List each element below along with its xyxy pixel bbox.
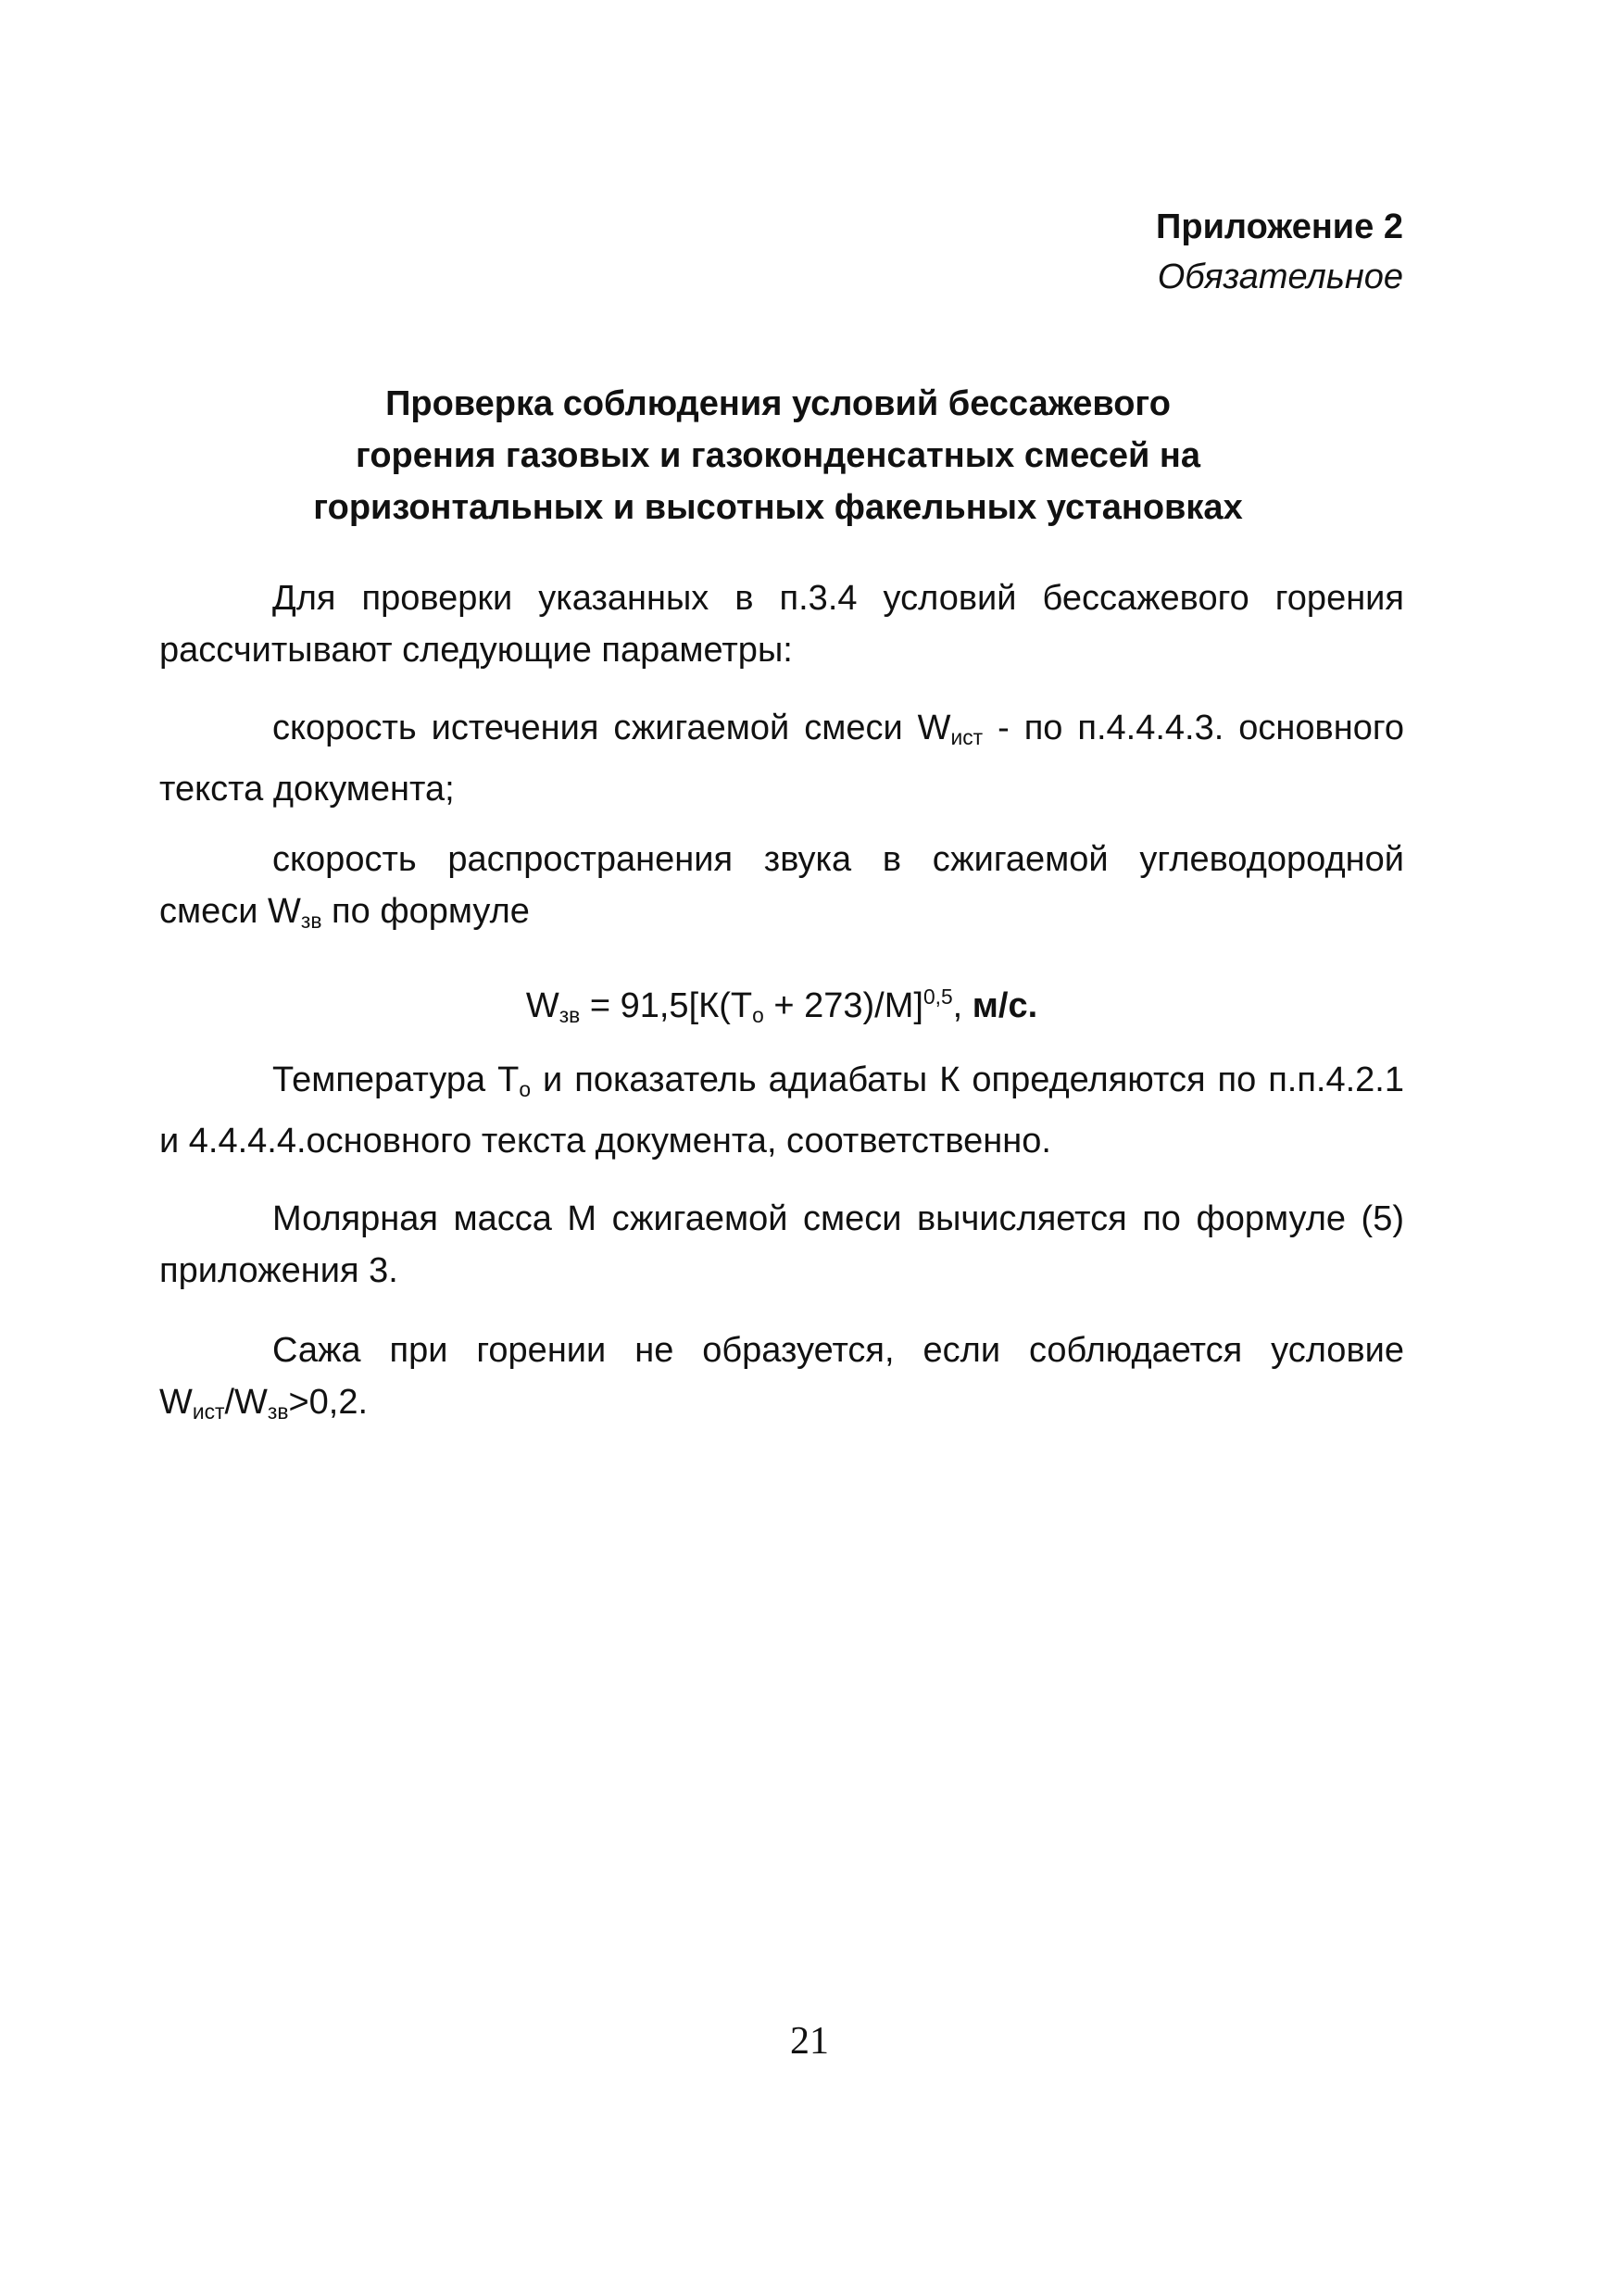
document-title	[157, 378, 1399, 533]
paragraph-sound-velocity	[159, 834, 1404, 947]
title-line-2: горения газовых и газоконденсатных смесей на	[356, 436, 1200, 475]
flow-velocity-reference: - по п.4.4.4.3. основного текста документа;	[159, 709, 1404, 809]
sound-velocity-suffix: по формуле	[321, 892, 530, 931]
sound-velocity-formula	[159, 971, 1404, 1041]
paragraph-flow-velocity	[159, 702, 1404, 815]
condition-w2: /W	[224, 1383, 268, 1422]
paragraph-intro	[159, 572, 1404, 676]
sound-velocity-subscript: зв	[300, 909, 322, 933]
sound-velocity-text: скорость распространения звука в сжигаемой углеводородной смеси W	[159, 840, 1404, 931]
flow-velocity-text: скорость истечения сжигаемой смеси W	[272, 709, 951, 747]
paragraph-intro-text: Для проверки указанных в п.3.4 условий бессажевого горения рассчитывают следующие параметры:	[159, 579, 1404, 670]
temperature-reference: и показатель адиабаты К определяются по п.п.4.2.1 и 4.4.4.4.основного текста документа, соответственно.	[159, 1060, 1404, 1161]
appendix-status: Обязательное	[1157, 257, 1403, 296]
title-line-3: горизонтальных и высотных факельных установках	[313, 488, 1243, 527]
formula-w-subscript: зв	[558, 1003, 581, 1027]
title-line-1: Проверка соблюдения условий бессажевого	[385, 384, 1171, 423]
formula-rest: + 273)/М]	[763, 986, 923, 1025]
paragraph-molar-mass	[159, 1193, 1404, 1297]
temperature-subscript: о	[519, 1077, 532, 1101]
appendix-title: Приложение 2	[1156, 207, 1403, 246]
molar-mass-text: Молярная масса М сжигаемой смеси вычисляется по формуле (5) приложения 3.	[159, 1199, 1404, 1290]
formula-w: W	[525, 986, 559, 1025]
formula-body: = 91,5[К(Т	[580, 986, 753, 1025]
paragraph-soot-condition	[159, 1324, 1404, 1437]
flow-velocity-subscript: ист	[950, 725, 984, 749]
formula-t-subscript: о	[752, 1003, 764, 1027]
condition-value: >0,2.	[288, 1383, 369, 1422]
temperature-text: Температура Т	[272, 1060, 520, 1099]
condition-w2-subscript: зв	[267, 1399, 289, 1424]
condition-w1-subscript: ист	[192, 1399, 225, 1424]
formula-unit: м/с.	[972, 986, 1038, 1025]
condition-w1: W	[159, 1383, 193, 1422]
formula-separator: ,	[952, 986, 973, 1025]
page-number: 21	[790, 2020, 829, 2063]
appendix-header	[1156, 202, 1403, 302]
formula-power: 0,5	[922, 985, 953, 1009]
soot-condition-text: Сажа при горении не образуется, если соблюдается условие	[272, 1331, 1404, 1370]
paragraph-temperature	[159, 1054, 1404, 1167]
